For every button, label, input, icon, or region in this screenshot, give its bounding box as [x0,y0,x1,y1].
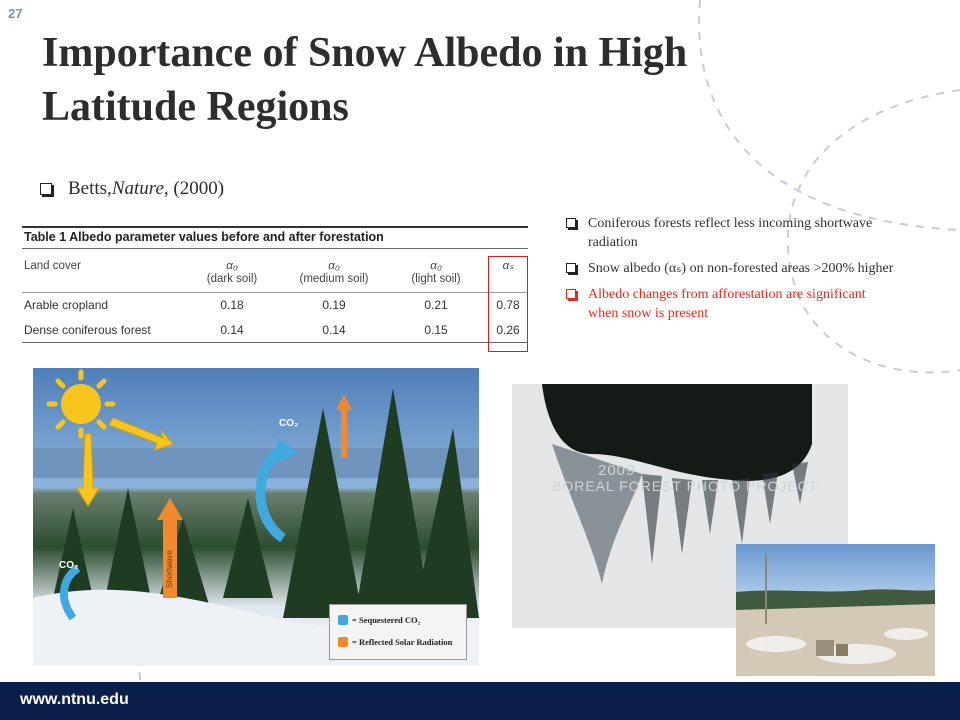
table-header-col-3 [396,260,476,286]
table-caption: Table 1 Albedo parameter values before and after forestation [24,230,384,244]
table-cell: 0.26 [496,323,520,337]
note-text: Coniferous forests reflect less incoming shortwave radiation [588,216,873,250]
checkbox-bullet-icon [566,263,576,273]
legend-swatch-radiation [338,637,348,647]
checkbox-bullet-icon [566,289,576,299]
diagram-legend [329,604,467,660]
table-row-label: Arable cropland [24,298,109,312]
legend-item [338,637,452,647]
reference-bullet [40,178,224,200]
note-text: Albedo changes from afforestation are significant when snow is present [588,287,866,321]
forest-radiation-photo [33,368,479,666]
table-rule-top [22,226,528,228]
notes-list [566,214,896,330]
legend-label: = Sequestered CO₂ [352,615,421,625]
reference-journal: Nature [111,178,164,199]
checkbox-bullet-icon [566,218,576,228]
note-item [566,214,896,252]
table-header-sub: (medium soil) [299,273,369,285]
table-rule-caption [22,248,528,249]
clearcut-photo [736,544,935,676]
table-header-symbol: α₀ [226,260,238,272]
legend-item [338,615,420,625]
shortwave-label: Shortwave [165,550,174,588]
slide-title: Importance of Snow Albedo in High Latitude Regions [42,30,688,130]
clearcut-scene-graphic [736,544,935,676]
albedo-table [22,226,530,352]
reference-author: Betts, [68,178,112,199]
reflected-arrow-icon [341,408,347,458]
table-header-sub: (dark soil) [206,273,258,285]
reference-year: , (2000) [163,178,225,199]
note-item-highlighted [566,285,896,323]
table-rule-header [22,292,528,293]
table-cell: 0.21 [424,298,448,312]
table-rule-bottom [22,342,528,343]
note-text: Snow albedo (αₛ) on non-forested areas >200% higher [588,261,894,276]
table-cell: 0.14 [322,323,346,337]
co2-label: CO₂ [279,418,299,429]
footer-url-link[interactable]: www.ntnu.edu [20,691,129,708]
note-item [566,259,896,278]
table-header-symbol: αₛ [502,260,514,272]
table-cell: 0.14 [220,323,244,337]
table-cell: 0.18 [220,298,244,312]
sun-icon [49,372,113,436]
table-cell: 0.19 [322,298,346,312]
table-header-land-cover: Land cover [24,260,81,272]
table-header-col-1 [192,260,272,286]
snow-albedo-highlight [488,256,528,352]
co2-label: CO₂ [59,560,79,571]
checkbox-bullet-icon [40,183,52,195]
watermark-text: BOREAL FOREST PHOTO PROJECT [552,478,819,494]
slide-number: 27 [8,6,23,21]
table-cell: 0.15 [424,323,448,337]
watermark-year: 2009 [598,462,636,479]
table-cell: 0.78 [496,298,520,312]
table-header-symbol: α₀ [430,260,442,272]
footer-bar [0,682,960,720]
table-header-sub: (light soil) [411,273,461,285]
table-header-col-2 [294,260,374,286]
legend-label: = Reflected Solar Radiation [352,637,453,647]
table-header-symbol: α₀ [328,260,340,272]
legend-swatch-co2 [338,615,348,625]
table-row-label: Dense coniferous forest [24,323,151,337]
